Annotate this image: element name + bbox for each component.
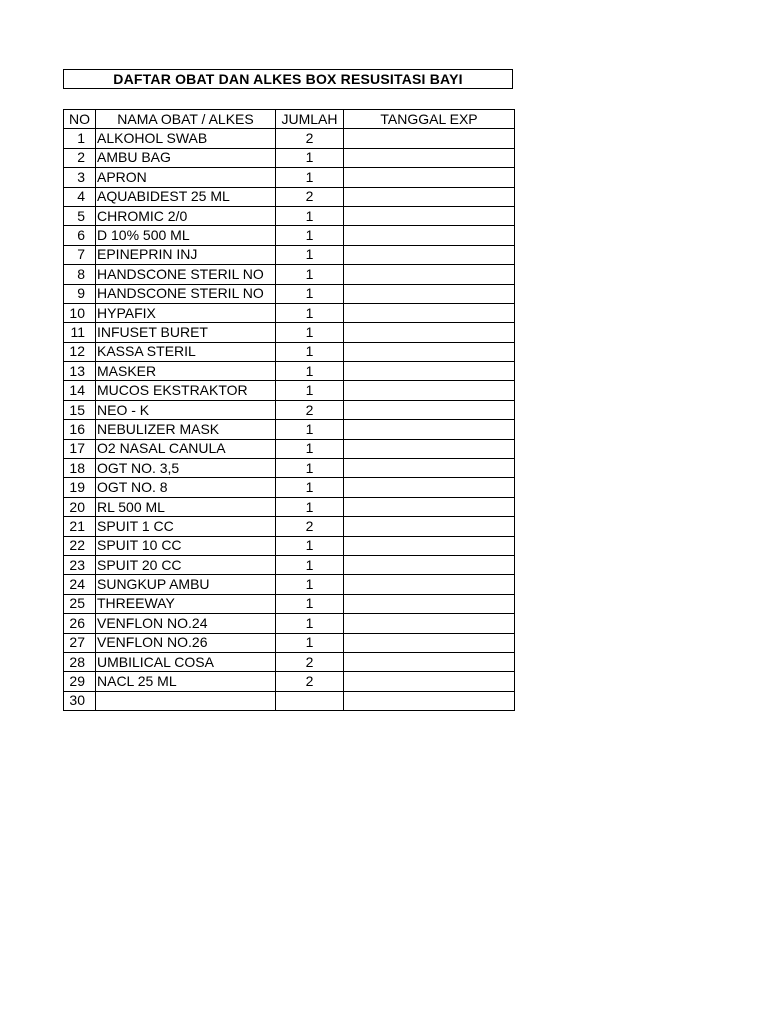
cell-exp xyxy=(344,323,515,342)
table-row xyxy=(64,691,515,710)
table-row xyxy=(64,478,515,497)
cell-exp xyxy=(344,400,515,419)
cell-qty: 1 xyxy=(276,614,344,633)
cell-no: 11 xyxy=(64,323,96,342)
cell-exp xyxy=(344,284,515,303)
table-row xyxy=(64,497,515,516)
cell-exp xyxy=(344,672,515,691)
cell-name: AMBU BAG xyxy=(96,148,276,167)
table-header xyxy=(64,110,515,129)
table-row xyxy=(64,226,515,245)
cell-qty: 1 xyxy=(276,459,344,478)
cell-name: O2 NASAL CANULA xyxy=(96,439,276,458)
cell-exp xyxy=(344,303,515,322)
cell-qty: 1 xyxy=(276,439,344,458)
cell-no: 18 xyxy=(64,459,96,478)
cell-no: 26 xyxy=(64,614,96,633)
cell-qty: 1 xyxy=(276,323,344,342)
cell-name: NEO - K xyxy=(96,400,276,419)
cell-exp xyxy=(344,362,515,381)
cell-no: 29 xyxy=(64,672,96,691)
cell-name: EPINEPRIN INJ xyxy=(96,245,276,264)
cell-no: 4 xyxy=(64,187,96,206)
table-row xyxy=(64,362,515,381)
cell-qty: 1 xyxy=(276,478,344,497)
cell-qty: 1 xyxy=(276,284,344,303)
cell-name: KASSA STERIL xyxy=(96,342,276,361)
cell-qty: 1 xyxy=(276,303,344,322)
cell-qty: 1 xyxy=(276,594,344,613)
cell-exp xyxy=(344,536,515,555)
cell-name: OGT NO. 3,5 xyxy=(96,459,276,478)
table-row xyxy=(64,168,515,187)
cell-exp xyxy=(344,517,515,536)
cell-qty: 1 xyxy=(276,555,344,574)
table-row xyxy=(64,672,515,691)
cell-name: SPUIT 1 CC xyxy=(96,517,276,536)
cell-exp xyxy=(344,497,515,516)
cell-exp xyxy=(344,226,515,245)
cell-exp xyxy=(344,652,515,671)
cell-no: 16 xyxy=(64,420,96,439)
cell-qty: 1 xyxy=(276,245,344,264)
cell-exp xyxy=(344,575,515,594)
cell-exp xyxy=(344,265,515,284)
table-row xyxy=(64,284,515,303)
table-body xyxy=(64,129,515,711)
cell-exp xyxy=(344,555,515,574)
cell-name: VENFLON NO.26 xyxy=(96,633,276,652)
cell-qty: 1 xyxy=(276,575,344,594)
cell-name: MUCOS EKSTRAKTOR xyxy=(96,381,276,400)
cell-no: 12 xyxy=(64,342,96,361)
table-row xyxy=(64,129,515,148)
table-row xyxy=(64,303,515,322)
item-table xyxy=(63,109,515,711)
cell-no: 10 xyxy=(64,303,96,322)
cell-name: VENFLON NO.24 xyxy=(96,614,276,633)
header-no: NO xyxy=(64,110,96,129)
table-row xyxy=(64,439,515,458)
cell-name: NACL 25 ML xyxy=(96,672,276,691)
cell-no: 7 xyxy=(64,245,96,264)
table-row xyxy=(64,614,515,633)
cell-name: CHROMIC 2/0 xyxy=(96,206,276,225)
cell-name: HANDSCONE STERIL NO xyxy=(96,284,276,303)
cell-no: 24 xyxy=(64,575,96,594)
cell-name: OGT NO. 8 xyxy=(96,478,276,497)
cell-no: 2 xyxy=(64,148,96,167)
cell-exp xyxy=(344,206,515,225)
cell-qty: 1 xyxy=(276,168,344,187)
cell-qty: 1 xyxy=(276,381,344,400)
cell-name: SPUIT 20 CC xyxy=(96,555,276,574)
cell-exp xyxy=(344,187,515,206)
header-row xyxy=(64,110,515,129)
cell-no: 5 xyxy=(64,206,96,225)
cell-qty: 1 xyxy=(276,497,344,516)
table-row xyxy=(64,633,515,652)
header-exp: TANGGAL EXP xyxy=(344,110,515,129)
cell-no: 28 xyxy=(64,652,96,671)
cell-no: 30 xyxy=(64,691,96,710)
cell-name: SUNGKUP AMBU xyxy=(96,575,276,594)
cell-qty: 1 xyxy=(276,362,344,381)
cell-name: NEBULIZER MASK xyxy=(96,420,276,439)
cell-no: 15 xyxy=(64,400,96,419)
table-row xyxy=(64,400,515,419)
cell-no: 23 xyxy=(64,555,96,574)
cell-name: SPUIT 10 CC xyxy=(96,536,276,555)
table-row xyxy=(64,206,515,225)
table-row xyxy=(64,517,515,536)
cell-name: RL 500 ML xyxy=(96,497,276,516)
cell-name: D 10% 500 ML xyxy=(96,226,276,245)
header-name: NAMA OBAT / ALKES xyxy=(96,110,276,129)
cell-name: APRON xyxy=(96,168,276,187)
cell-exp xyxy=(344,459,515,478)
cell-exp xyxy=(344,691,515,710)
cell-qty: 1 xyxy=(276,148,344,167)
cell-no: 27 xyxy=(64,633,96,652)
table-row xyxy=(64,420,515,439)
cell-name: INFUSET BURET xyxy=(96,323,276,342)
cell-exp xyxy=(344,245,515,264)
cell-qty: 2 xyxy=(276,672,344,691)
cell-exp xyxy=(344,381,515,400)
cell-exp xyxy=(344,439,515,458)
table-row xyxy=(64,265,515,284)
cell-qty: 2 xyxy=(276,129,344,148)
cell-exp xyxy=(344,478,515,497)
cell-no: 3 xyxy=(64,168,96,187)
cell-no: 14 xyxy=(64,381,96,400)
cell-no: 25 xyxy=(64,594,96,613)
cell-no: 1 xyxy=(64,129,96,148)
table-row xyxy=(64,536,515,555)
cell-name: AQUABIDEST 25 ML xyxy=(96,187,276,206)
cell-no: 17 xyxy=(64,439,96,458)
cell-no: 8 xyxy=(64,265,96,284)
cell-exp xyxy=(344,594,515,613)
header-qty: JUMLAH xyxy=(276,110,344,129)
cell-exp xyxy=(344,129,515,148)
cell-no: 21 xyxy=(64,517,96,536)
cell-exp xyxy=(344,420,515,439)
cell-name: ALKOHOL SWAB xyxy=(96,129,276,148)
cell-name: HYPAFIX xyxy=(96,303,276,322)
cell-exp xyxy=(344,342,515,361)
cell-no: 6 xyxy=(64,226,96,245)
table-row xyxy=(64,245,515,264)
cell-qty: 1 xyxy=(276,536,344,555)
cell-qty: 2 xyxy=(276,517,344,536)
cell-qty: 1 xyxy=(276,342,344,361)
table-row xyxy=(64,187,515,206)
cell-no: 22 xyxy=(64,536,96,555)
cell-exp xyxy=(344,148,515,167)
table-row xyxy=(64,148,515,167)
cell-name xyxy=(96,691,276,710)
table-row xyxy=(64,323,515,342)
cell-no: 20 xyxy=(64,497,96,516)
cell-no: 19 xyxy=(64,478,96,497)
cell-name: MASKER xyxy=(96,362,276,381)
table-row xyxy=(64,575,515,594)
cell-name: THREEWAY xyxy=(96,594,276,613)
cell-qty: 1 xyxy=(276,420,344,439)
table-row xyxy=(64,342,515,361)
cell-name: UMBILICAL COSA xyxy=(96,652,276,671)
table-row xyxy=(64,459,515,478)
cell-exp xyxy=(344,168,515,187)
cell-qty: 2 xyxy=(276,652,344,671)
cell-qty: 1 xyxy=(276,633,344,652)
table-row xyxy=(64,381,515,400)
table-row xyxy=(64,555,515,574)
table-row xyxy=(64,652,515,671)
cell-qty: 2 xyxy=(276,400,344,419)
cell-exp xyxy=(344,633,515,652)
cell-no: 13 xyxy=(64,362,96,381)
cell-qty xyxy=(276,691,344,710)
table-row xyxy=(64,594,515,613)
cell-no: 9 xyxy=(64,284,96,303)
cell-qty: 2 xyxy=(276,187,344,206)
cell-qty: 1 xyxy=(276,265,344,284)
cell-name: HANDSCONE STERIL NO xyxy=(96,265,276,284)
cell-exp xyxy=(344,614,515,633)
document-title: DAFTAR OBAT DAN ALKES BOX RESUSITASI BAYI xyxy=(63,69,513,89)
cell-qty: 1 xyxy=(276,206,344,225)
cell-qty: 1 xyxy=(276,226,344,245)
